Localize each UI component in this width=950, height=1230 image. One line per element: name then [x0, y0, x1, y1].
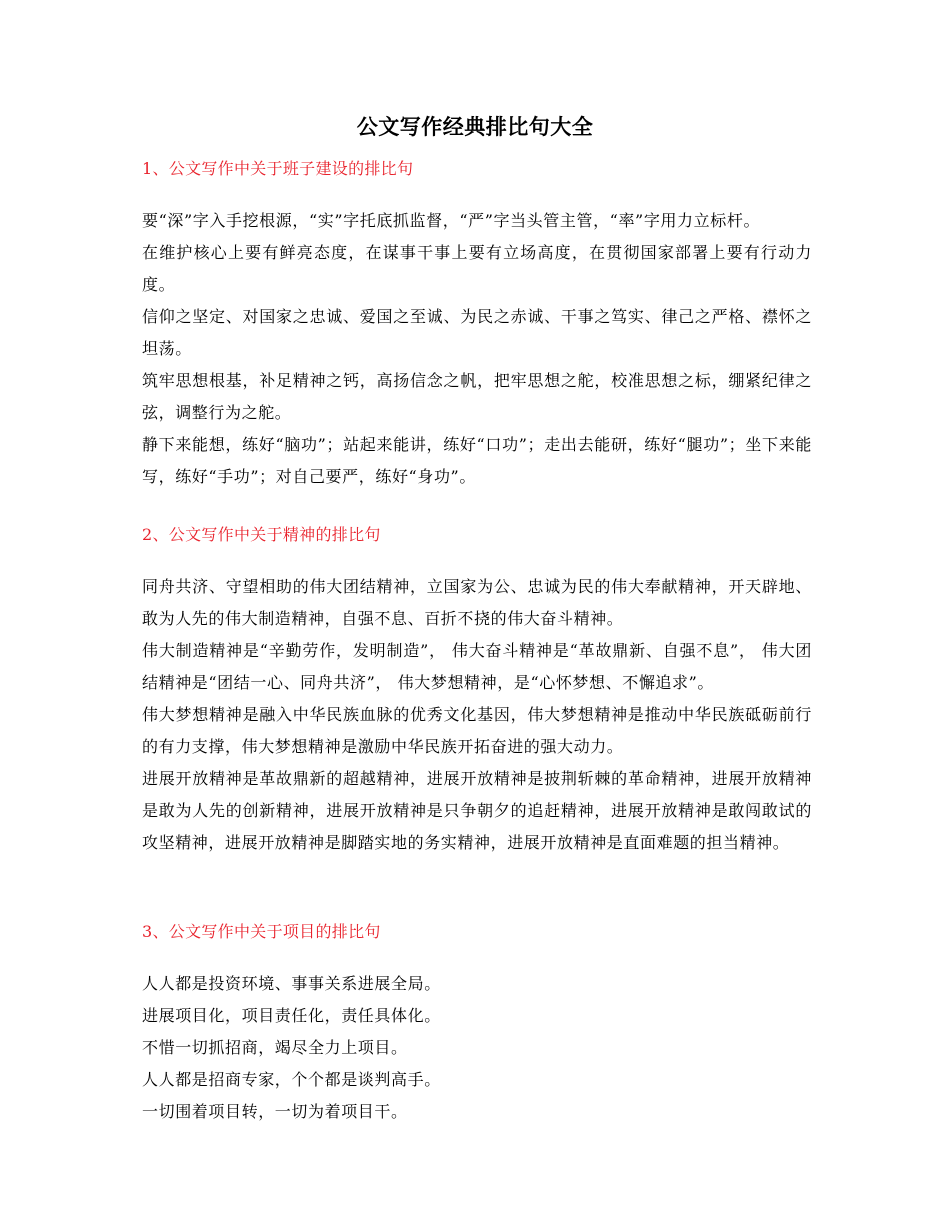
paragraph: 静下来能想，练好“脑功”；站起来能讲，练好“口功”；走出去能研，练好“腿功”；坐下来能写，练好“手功”；对自己要严，练好“身功”。 [142, 435, 812, 486]
paragraph: 同舟共济、守望相助的伟大团结精神，立国家为公、忠诚为民的伟大奉献精神，开天辟地、敢为人先的伟大制造精神，自强不息、百折不挠的伟大奋斗精神。 [142, 577, 812, 628]
section-body [142, 571, 812, 859]
paragraph: 进展开放精神是革故鼎新的超越精神，进展开放精神是披荆斩棘的革命精神，进展开放精神是敢为人先的创新精神，进展开放精神是只争朝夕的追赶精神，进展开放精神是敢闯敢试的攻坚精神，进展开放精神是脚踏实地的务实精神，进展开放精神是直面难题的担当精神。 [142, 769, 812, 852]
section-heading: 3、公文写作中关于项目的排比句 [142, 922, 381, 941]
section-body [142, 205, 812, 493]
paragraph: 在维护核心上要有鲜亮态度，在谋事干事上要有立场高度，在贯彻国家部署上要有行动力度。 [142, 243, 812, 294]
section-team-building [142, 157, 812, 493]
section-projects [142, 920, 812, 1128]
paragraph: 人人都是投资环境、事事关系进展全局。 [142, 974, 441, 993]
paragraph: 一切围着项目转，一切为着项目干。 [142, 1102, 408, 1121]
paragraph: 伟大梦想精神是融入中华民族血脉的优秀文化基因，伟大梦想精神是推动中华民族砥砺前行的有力支撑，伟大梦想精神是激励中华民族开拓奋进的强大动力。 [142, 705, 812, 756]
paragraph: 进展项目化，项目责任化，责任具体化。 [142, 1006, 441, 1025]
paragraph: 伟大制造精神是“辛勤劳作，发明制造”， 伟大奋斗精神是“革故鼎新、自强不息”， 伟大团结精神是“团结一心、同舟共济”， 伟大梦想精神，是“心怀梦想、不懈追求”。 [142, 641, 812, 692]
section-heading: 1、公文写作中关于班子建设的排比句 [142, 159, 414, 178]
document-title: 公文写作经典排比句大全 [356, 115, 594, 139]
paragraph: 不惜一切抓招商，竭尽全力上项目。 [142, 1038, 408, 1057]
section-spirit [142, 523, 812, 859]
paragraph: 要“深”字入手挖根源，“实”字托底抓监督，“严”字当头管主管，“率”字用力立标杆。 [142, 211, 761, 230]
section-body [142, 968, 812, 1128]
section-heading: 2、公文写作中关于精神的排比句 [142, 525, 381, 544]
paragraph: 信仰之坚定、对国家之忠诚、爱国之至诚、为民之赤诚、干事之笃实、律己之严格、襟怀之坦荡。 [142, 307, 812, 358]
paragraph: 人人都是招商专家，个个都是谈判高手。 [142, 1070, 441, 1089]
paragraph: 筑牢思想根基，补足精神之钙，高扬信念之帆，把牢思想之舵，校准思想之标，绷紧纪律之弦，调整行为之舵。 [142, 371, 812, 422]
